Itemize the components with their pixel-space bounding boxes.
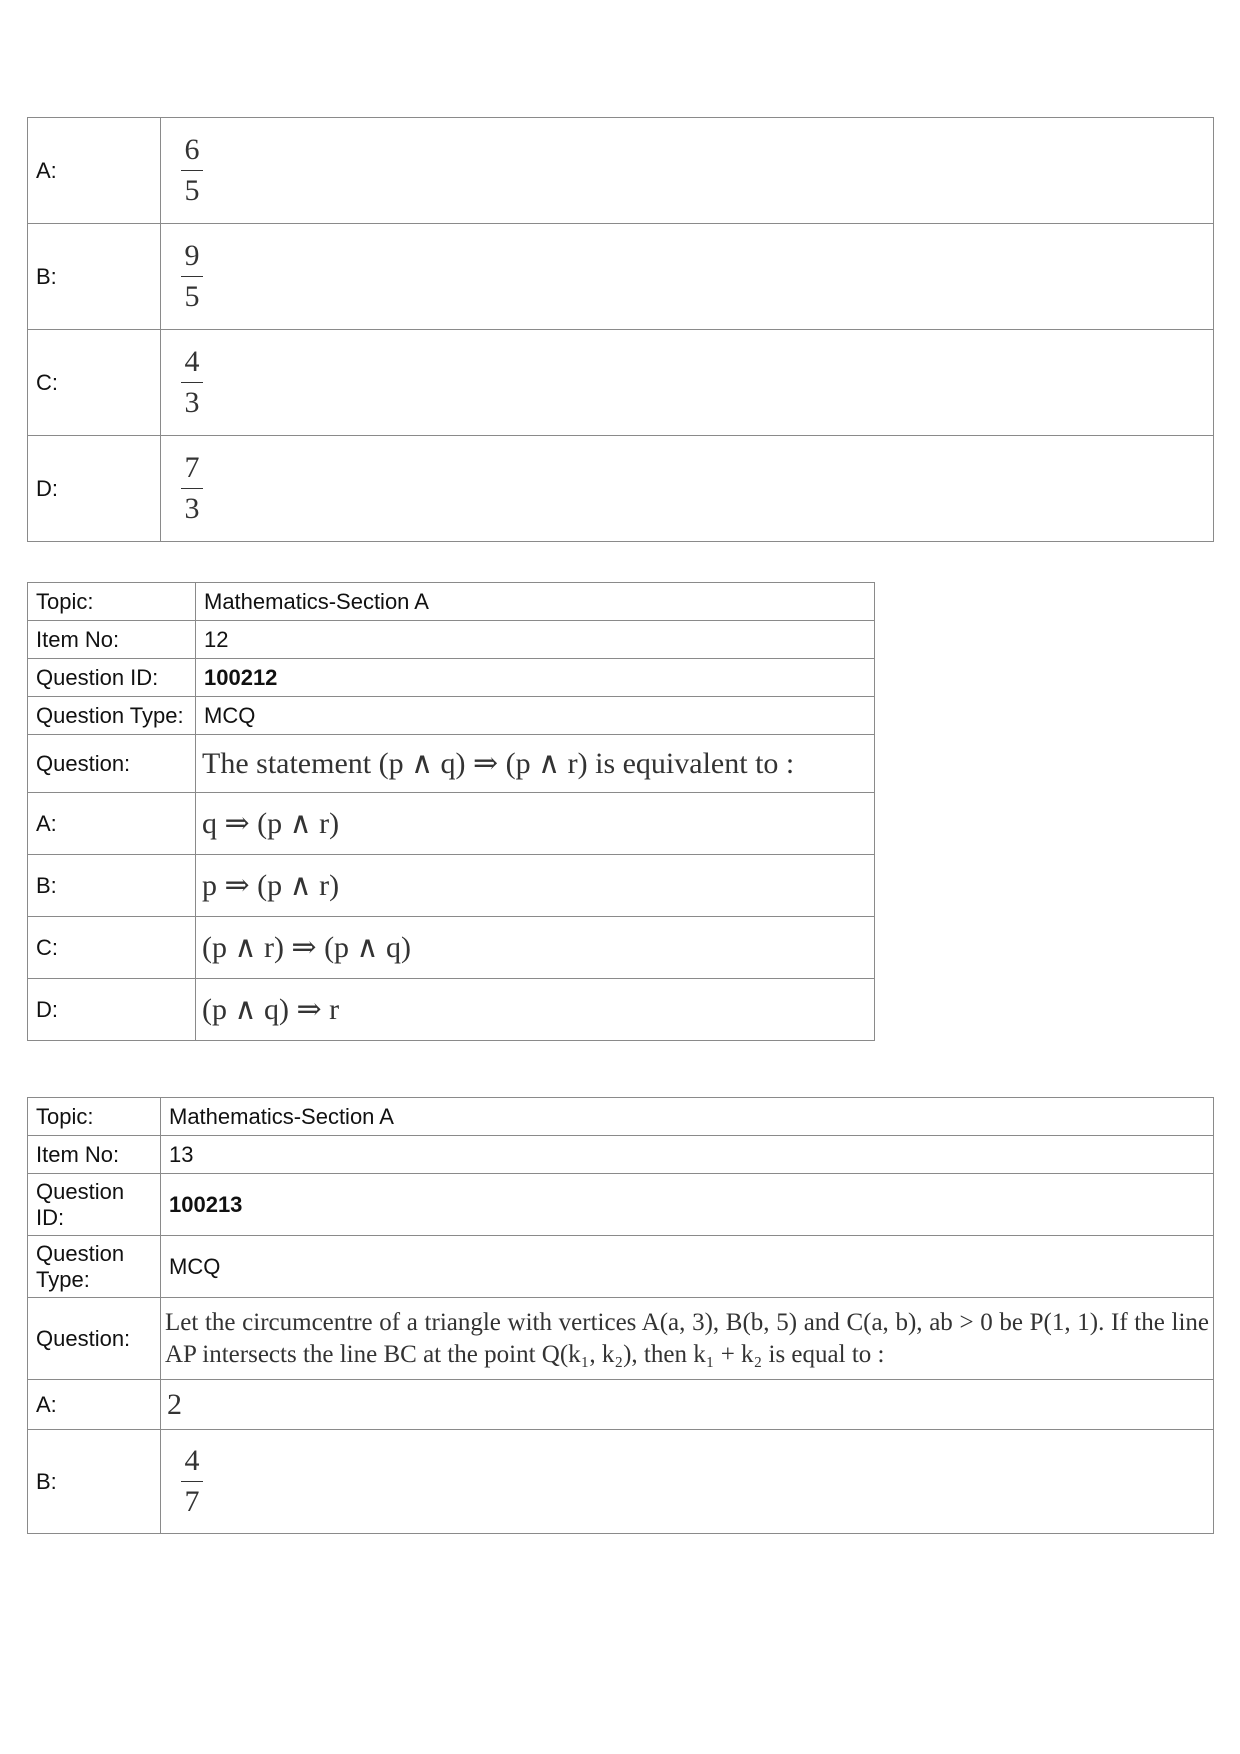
topic-row <box>28 583 875 621</box>
item-no-row <box>28 1136 1214 1174</box>
question-type-label: Question Type: <box>28 697 196 735</box>
option-value <box>161 1430 1214 1534</box>
option-value <box>161 118 1214 224</box>
denominator: 5 <box>184 280 200 314</box>
question-id-label: Question ID: <box>28 1174 161 1236</box>
question-label: Question: <box>28 1298 161 1380</box>
option-row <box>28 224 1214 330</box>
question-row <box>28 735 875 793</box>
option-text: q ⇒ (p ∧ r) <box>196 793 875 855</box>
question-text: The statement (p ∧ q) ⇒ (p ∧ r) is equivalent to : <box>196 735 875 793</box>
option-label: D: <box>28 979 196 1041</box>
option-row <box>28 1430 1214 1534</box>
question-type-label: Question Type: <box>28 1236 161 1298</box>
item-no-row <box>28 621 875 659</box>
fraction-bar <box>181 1481 203 1483</box>
option-label: B: <box>28 1430 161 1534</box>
denominator: 7 <box>184 1485 200 1519</box>
option-text: (p ∧ r) ⇒ (p ∧ q) <box>196 917 875 979</box>
option-row <box>28 855 875 917</box>
question-13-table <box>27 1097 1214 1534</box>
denominator: 3 <box>184 492 200 526</box>
numerator: 6 <box>184 132 200 166</box>
option-row <box>28 793 875 855</box>
option-text: 2 <box>161 1380 1214 1430</box>
question-id-row <box>28 1174 1214 1236</box>
option-row <box>28 1380 1214 1430</box>
denominator: 5 <box>184 174 200 208</box>
topic-label: Topic: <box>28 583 196 621</box>
option-text: p ⇒ (p ∧ r) <box>196 855 875 917</box>
option-value <box>161 436 1214 542</box>
option-label: A: <box>28 793 196 855</box>
fraction <box>181 1444 203 1520</box>
option-row <box>28 979 875 1041</box>
question-id-value: 100212 <box>196 659 875 697</box>
fraction <box>181 239 203 315</box>
option-label: D: <box>28 436 161 542</box>
topic-row <box>28 1098 1214 1136</box>
numerator: 9 <box>184 238 200 272</box>
item-no-value: 12 <box>196 621 875 659</box>
question-id-label: Question ID: <box>28 659 196 697</box>
question-row <box>28 1298 1214 1380</box>
question-id-row <box>28 659 875 697</box>
option-value <box>161 330 1214 436</box>
denominator: 3 <box>184 386 200 420</box>
topic-value: Mathematics-Section A <box>161 1098 1214 1136</box>
prev-question-options-table <box>27 117 1214 542</box>
numerator: 4 <box>184 1443 200 1477</box>
option-row <box>28 118 1214 224</box>
item-no-label: Item No: <box>28 1136 161 1174</box>
question-text: Let the circumcentre of a triangle with vertices A(a, 3), B(b, 5) and C(a, b), ab > 0 be P(1, 1). If the line AP intersects the line BC at the point Q(k₁, k₂), then k₁ + k₂ is equal to : <box>161 1298 1214 1380</box>
fraction-bar <box>181 276 203 278</box>
question-type-value: MCQ <box>161 1236 1214 1298</box>
option-label: A: <box>28 118 161 224</box>
question-id-value: 100213 <box>161 1174 1214 1236</box>
fraction <box>181 345 203 421</box>
numerator: 7 <box>184 450 200 484</box>
fraction <box>181 451 203 527</box>
option-label: B: <box>28 855 196 917</box>
fraction-bar <box>181 170 203 172</box>
option-text: (p ∧ q) ⇒ r <box>196 979 875 1041</box>
question-type-row <box>28 697 875 735</box>
topic-value: Mathematics-Section A <box>196 583 875 621</box>
item-no-value: 13 <box>161 1136 1214 1174</box>
option-label: A: <box>28 1380 161 1430</box>
item-no-label: Item No: <box>28 621 196 659</box>
question-12-table <box>27 582 875 1041</box>
fraction <box>181 133 203 209</box>
option-label: C: <box>28 330 161 436</box>
fraction-bar <box>181 382 203 384</box>
topic-label: Topic: <box>28 1098 161 1136</box>
option-row <box>28 917 875 979</box>
question-label: Question: <box>28 735 196 793</box>
numerator: 4 <box>184 344 200 378</box>
option-value <box>161 224 1214 330</box>
option-label: B: <box>28 224 161 330</box>
question-type-value: MCQ <box>196 697 875 735</box>
fraction-bar <box>181 488 203 490</box>
option-row <box>28 330 1214 436</box>
option-label: C: <box>28 917 196 979</box>
option-row <box>28 436 1214 542</box>
question-type-row <box>28 1236 1214 1298</box>
